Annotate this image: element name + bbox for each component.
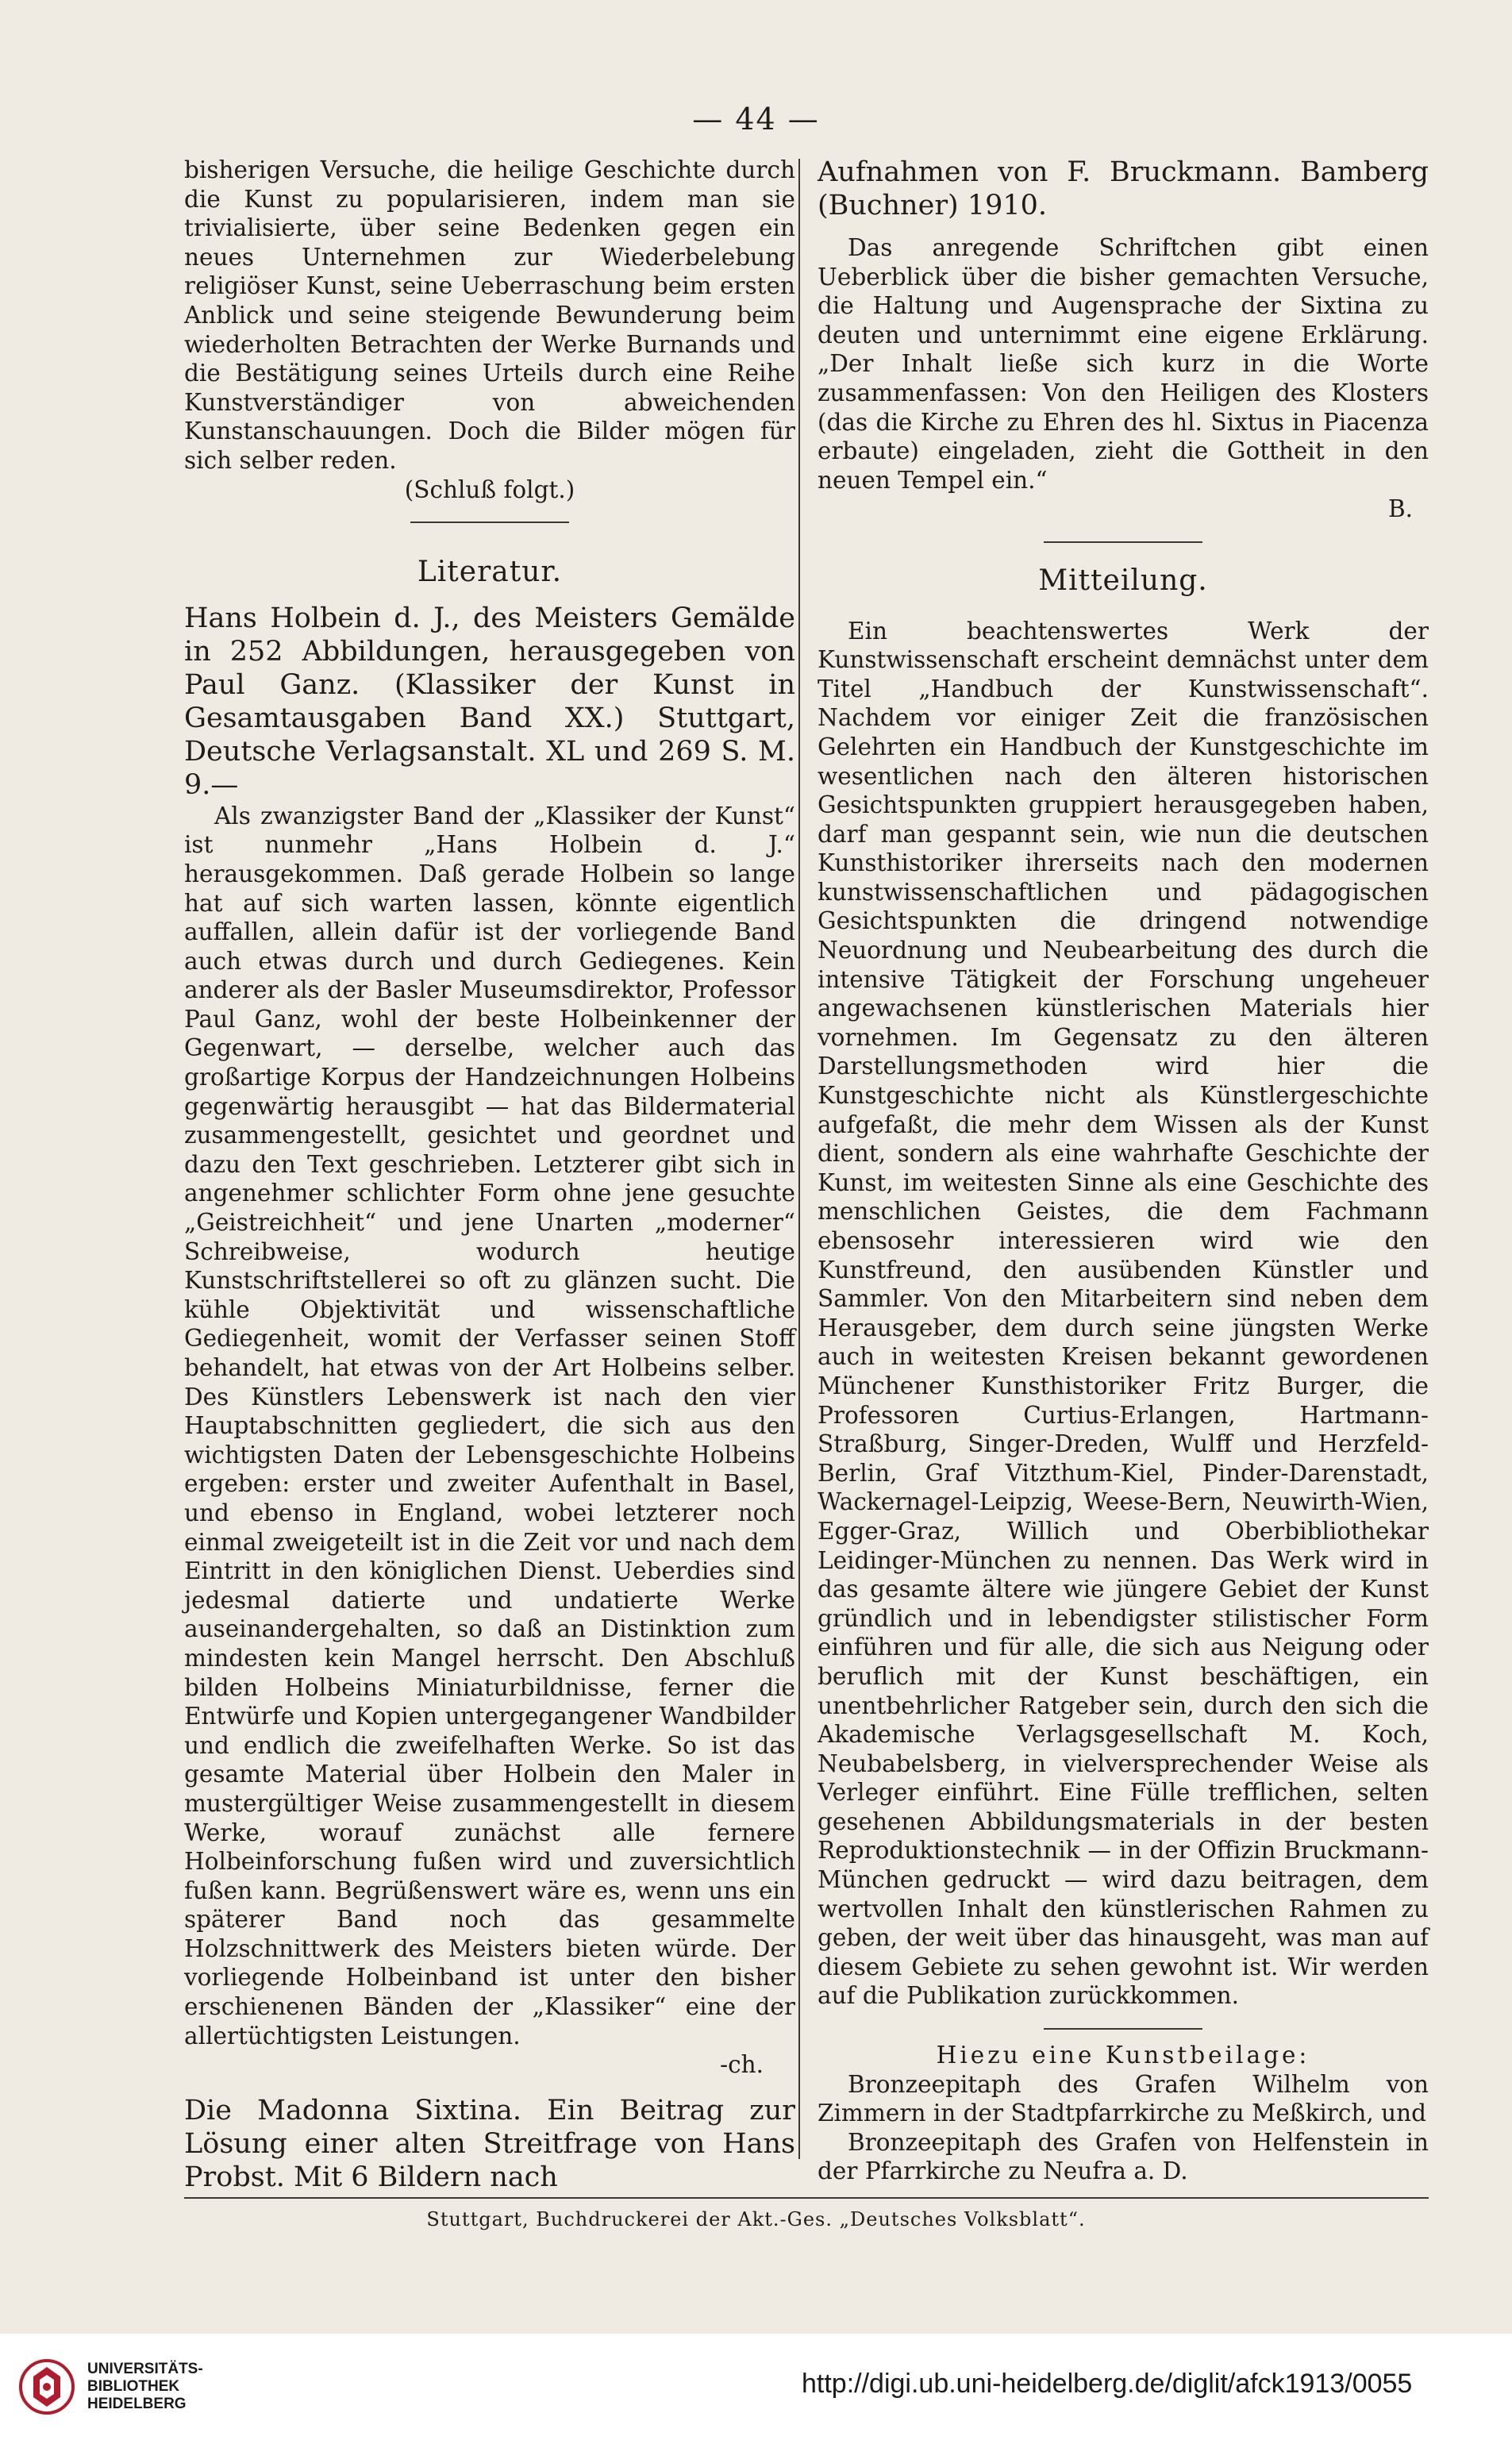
holbein-review: Als zwanzigster Band der „Klassiker der Kunst“ ist nunmehr „Hans Holbein d. J.“ herausgekommen. Daß gerade Holbein so lange hat auf sich warten lassen, könnte eigentlich auffallen, allein dafür ist der vorliegende Band auch etwas durch und durch Gediegenes. Kein anderer als der Basler Museumsdirektor, Professor Paul Ganz, wohl der beste Holbeinkenner der Gegenwart, — derselbe, welcher auch das großartige Korpus der Handzeichnungen Holbeins gegenwärtig herausgibt — hat das Bildermaterial zusammengestellt, gesichtet und geordnet und dazu den Text geschrieben. Letzterer gibt sich in angenehmer schlichter Form ohne jene gesuchte „Geistreichheit“ und jene Unarten „moderner“ Schreibweise, wodurch heutige Kunstschriftstellerei so oft zu glänzen sucht. Die kühle Objektivität und wissenschaftliche Gediegenheit, womit der Verfasser seinen Stoff behandelt, hat etwas von der Art Holbeins selber. Des Künstlers Lebenswerk ist nach den vier Hauptabschnitten gegliedert, die sich aus den wichtigsten Daten der Lebensgeschichte Holbeins ergeben: erster und zweiter Aufenthalt in Basel, und ebenso in England, wobei letzterer noch einmal zweigeteilt ist in die Zeit vor und nach dem Eintritt in den königlichen Dienst. Ueberdies sind jedesmal datierte und undatierte Werke auseinandergehalten, so daß an Distinktion zum mindesten kein Mangel herrscht. Den Abschluß bilden Holbeins Miniaturbildnisse, ferner die Entwürfe und Kopien untergegangener Wandbilder und endlich die zweifelhaften Werke. So ist das gesamte Material über Holbein den Maler in mustergültiger Weise zusammengestellt in diesem Werke, worauf zunächst alle fernere Holbeinforschung fußen wird und zuversichtlich fußen kann. Begrüßenswert wäre es, wenn uns ein späterer Band noch das gesammelte Holzschnittwerk des Meisters bieten würde. Der vorliegende Holbeinband ist unter den bisher erschienenen Bänden der „Klassiker“ eine der allertüchtigsten Leistungen. (184, 802, 795, 2049)
right-column (818, 156, 1429, 2186)
library-name-line: UNIVERSITÄTS- (87, 2361, 203, 2377)
library-name (87, 2361, 203, 2413)
madonna-book-title: Die Madonna Sixtina. Ein Beitrag zur Lösung einer alten Streitfrage von Hans Probst. Mit 6 Bildern nach (184, 2094, 795, 2193)
literature-heading: Literatur. (417, 556, 563, 589)
left-column (184, 156, 795, 2194)
intro-paragraph: bisherigen Versuche, die heilige Geschichte durch die Kunst zu popularisieren, indem man sie trivialisierte, über seine Bedenken gegen ein neues Unternehmen zur Wiederbelebung religiöser Kunst, seine Ueberraschung beim ersten Anblick und seine steigende Bewunderung beim wiederholten Betrachten der Werke Burnands und die Bestätigung seines Urteils durch eine Reihe Kunstverständiger von abweichenden Kunstanschauungen. Doch die Bilder mögen für sich selber reden. (184, 156, 795, 474)
digitization-footer (0, 2334, 1512, 2444)
supplement-item: Bronzeepitaph des Grafen von Helfenstein in der Pfarrkirche zu Neufra a. D. (818, 2128, 1429, 2185)
madonna-review-signature: B. (1387, 495, 1413, 523)
madonna-review: Das anregende Schriftchen gibt einen Ueberblick über die bisher gemachten Versuche, die Haltung und Augensprache der Sixtina zu deuten und unternimmt eine eigene Erklärung. „Der Inhalt ließe sich kurz in die Worte zusammenfassen: Von den Heiligen des Klosters (das die Kirche zu Ehren des hl. Sixtus in Piacenza erbaute) eingeladen, zieht die Gottheit in den neuen Tempel ein.“ (818, 234, 1429, 494)
library-name-line: BIBLIOTHEK (87, 2378, 180, 2395)
imprint-rule (184, 2197, 1429, 2199)
section-rule (410, 522, 569, 523)
notice-heading: Mitteilung. (1038, 564, 1208, 597)
holbein-book-title: Hans Holbein d. J., des Meisters Gemälde in 252 Abbildungen, herausgegeben von Paul Ganz. (Klassiker der Kunst in Gesamtausgaben Band XX.) Stuttgart, Deutsche Verlagsanstalt. XL und 269 S. M. 9.— (184, 602, 795, 801)
section-rule (1044, 541, 1202, 543)
supplement-heading: Hiezu eine Kunstbeilage: (936, 2042, 1310, 2069)
madonna-book-title-continued: Aufnahmen von F. Bruckmann. Bamberg (Buchner) 1910. (818, 156, 1429, 221)
notice-text: Ein beachtenswertes Werk der Kunstwissenschaft erscheint demnächst unter dem Titel „Handbuch der Kunstwissenschaft“. Nachdem vor einiger Zeit die französischen Gelehrten ein Handbuch der Kunstgeschichte im wesentlichen nach den älteren historischen Gesichtspunkten gruppiert herausgegeben haben, darf man gespannt sein, wie nun die deutschen Kunsthistoriker ihrerseits nach den modernen kunstwissenschaftlichen und pädagogischen Gesichtspunkten die dringend notwendige Neuordnung und Neubearbeitung des durch die intensive Tätigkeit der Forschung ungeheuer angewachsenen künstlerischen Materials hier vornehmen. Im Gegensatz zu den älteren Darstellungsmethoden wird hier die Kunstgeschichte nicht als Künstlergeschichte aufgefaßt, die mehr dem Wissen als der Kunst dient, sondern als eine wahrhafte Geschichte der Kunst, im weitesten Sinne als eine Geschichte des menschlichen Geistes, die dem Fachmann ebensosehr interessieren wird wie den Kunstfreund, den ausübenden Künstler und Sammler. Von den Mitarbeitern sind neben dem Herausgeber, dem durch seine jüngsten Werke auch in weitesten Kreisen bekannt gewordenen Münchener Kunsthistoriker Fritz Burger, die Professoren Curtius-Erlangen, Hartmann-Straßburg, Singer-Dreden, Wulff und Herzfeld-Berlin, Graf Vitzthum-Kiel, Pinder-Darenstadt, Wackernagel-Leipzig, Weese-Bern, Neuwirth-Wien, Egger-Graz, Willich und Oberbibliothekar Leidinger-München zu nennen. Das Werk wird in das gesamte ältere wie jüngere Gebiet der Kunst gründlich und in lebendigster stilistischer Form einführen und für alle, die sich aus Neigung oder beruflich mit der Kunst beschäftigen, ein unentbehrlicher Ratgeber sein, durch den sich die Akademische Verlagsgesellschaft M. Koch, Neubabelsberg, in vielversprechender Weise als Verleger einführt. Eine Fülle trefflichen, selten gesehenen Abbildungsmaterials in der besten Reproduktionstechnik — in der Offizin Bruckmann-München gedruckt — wird dazu beitragen, dem wertvollen Inhalt den künstlerischen Rahmen zu geben, der weit über das hinausgeht, was man auf diesem Gebiete zu sehen gewohnt ist. Wir werden auf die Publikation zurückkommen. (818, 617, 1429, 2010)
university-library-logo-icon (19, 2359, 75, 2415)
section-rule (1044, 2028, 1202, 2030)
column-divider (798, 159, 800, 2159)
supplement-item: Bronzeepitaph des Grafen Wilhelm von Zimmern in der Stadtpfarrkirche zu Meßkirch, und (818, 2070, 1429, 2127)
holbein-review-signature: -ch. (720, 2051, 764, 2079)
continued-note: (Schluß folgt.) (404, 475, 575, 503)
printer-imprint: Stuttgart, Buchdruckerei der Akt.-Ges. „Deutsches Volksblatt“. (426, 2208, 1086, 2230)
library-name-line: HEIDELBERG (87, 2396, 187, 2412)
digital-copy-link[interactable]: http://digi.ub.uni-heidelberg.de/diglit/afck1913/0055 (802, 2369, 1413, 2399)
page-number: — 44 — (692, 102, 820, 137)
